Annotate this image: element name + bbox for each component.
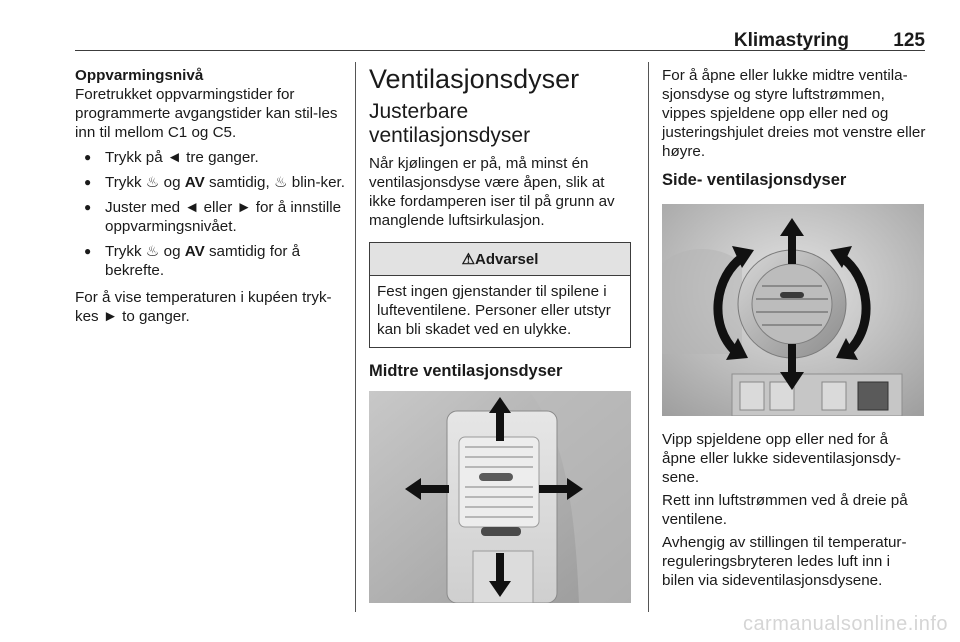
watermark: carmanualsonline.info (742, 613, 948, 635)
section-heading: Oppvarmingsnivå (75, 67, 204, 84)
warning-box (369, 242, 631, 348)
body-paragraph: Avhengig av stillingen til temperatur-reguleringsbryteren ledes luft inn i bilen via sideventilasjonsdysene. (662, 534, 907, 589)
side-vent-figure (662, 204, 924, 416)
center-vent-figure (369, 391, 631, 603)
warning-text: Fest ingen gjenstander til spilene i lufteventilene. Personer eller utstyr kan bli skadet ved en ulykke. (377, 283, 611, 338)
page-header (75, 28, 925, 51)
intro-paragraph: Foretrukket oppvarmingstider for programmerte avgangstider kan stil-les inn til mellom C1 og C5. (75, 86, 338, 141)
heater-icon: ♨ (145, 243, 160, 260)
heater-icon: ♨ (145, 174, 160, 191)
instruction-list (75, 148, 345, 280)
right-column (662, 66, 926, 594)
page-number: 125 (893, 30, 925, 51)
heater-icon: ♨ (273, 174, 288, 191)
body-paragraph: Vipp spjeldene opp eller ned for å åpne eller lukke sideventilasjonsdy-sene. (662, 431, 901, 486)
column-divider (355, 62, 356, 612)
body-paragraph: Når kjølingen er på, må minst én ventilasjonsdyse være åpen, slik at ikke fordamperen iser til på grunn av manglende luftsirkulasjon. (369, 155, 615, 229)
page-title: Ventilasjonsdyser (369, 64, 580, 94)
warning-icon: ⚠ (461, 251, 476, 268)
vent-tab (479, 473, 513, 481)
list-item: ● Trykk ♨ og AV samtidig for å bekrefte. (75, 242, 345, 280)
subsection-title: Justerbare ventilasjonsdyser (369, 100, 531, 147)
warning-title: ⚠Advarsel (370, 243, 630, 276)
list-item: ● Trykk på ◄ tre ganger. (75, 148, 345, 167)
adjust-wheel (481, 527, 521, 536)
left-column (75, 66, 345, 330)
list-item: ● Trykk ♨ og AV samtidig, ♨ blin-ker. (75, 173, 345, 192)
list-item: ● Juster med ◄ eller ► for å innstille oppvarmingsnivået. (75, 198, 345, 236)
middle-column (369, 66, 631, 603)
vent-tab (780, 292, 804, 298)
body-paragraph: Rett inn luftstrømmen ved å dreie på ventilene. (662, 492, 908, 528)
section-heading: Side- ventilasjonsdyser (662, 171, 847, 189)
chapter-title: Klimastyring (733, 30, 849, 51)
outro-paragraph: For å vise temperaturen i kupéen tryk-kes ► to ganger. (75, 289, 332, 325)
body-paragraph: For å åpne eller lukke midtre ventila-sjonsdyse og styre luftstrømmen, vippes spjeldene opp eller ned og justeringshjulet dreies mot venstre eller høyre. (662, 67, 926, 160)
section-heading: Midtre ventilasjonsdyser (369, 362, 563, 380)
column-divider (648, 62, 649, 612)
